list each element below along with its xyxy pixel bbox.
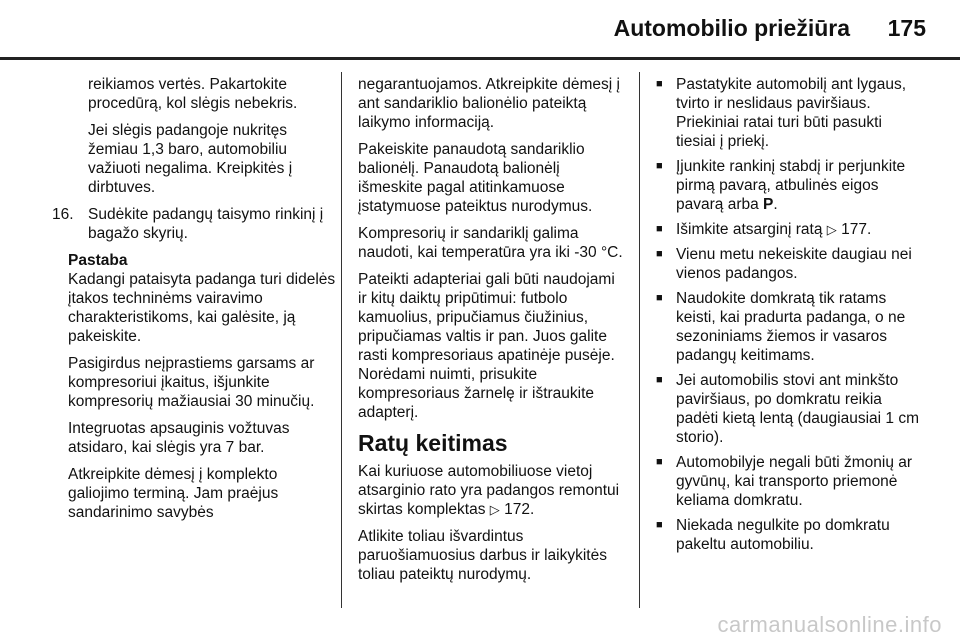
- header-rule: [0, 57, 960, 60]
- paragraph: [358, 462, 626, 519]
- paragraph: Atlikite toliau išvardintus paruošiamuosius darbus ir laikykitės toliau pateiktų nurodymų.: [358, 528, 607, 583]
- column-divider-2: [639, 72, 640, 608]
- page-header-title: Automobilio priežiūra: [613, 15, 850, 41]
- bullet-item: [656, 157, 922, 214]
- bullet-square-icon: ■: [656, 78, 663, 90]
- bullet-text-end: .: [773, 196, 778, 213]
- bullet-item: [656, 516, 922, 554]
- page-ref[interactable]: 177.: [841, 221, 872, 238]
- note-paragraph: Kadangi pataisyta padanga turi didelės įtakos techninėms vairavimo charakteristikoms, kai galėsite, ją pakeiskite.: [68, 271, 336, 345]
- bullet-text: Jei automobilis stovi ant minkšto paviršiaus, po domkratu reikia padėti kietą lentą (daugiausiai 1 cm storio).: [676, 372, 919, 446]
- page-ref-arrow-icon: ▷: [826, 222, 837, 237]
- step-text: Sudėkite padangų taisymo rinkinį į bagažo skyrių.: [88, 206, 324, 242]
- step-number: 16.: [52, 206, 74, 223]
- paragraph: Jei slėgis padangoje nukritęs žemiau 1,3 baro, automobiliu važiuoti negalima. Kreipkitės į dirbtuves.: [88, 122, 293, 196]
- paragraph: negarantuojamos. Atkreipkite dėmesį į ant sandariklio balionėlio pateiktą laikymo informaciją.: [358, 76, 620, 131]
- page-ref-arrow-icon: ▷: [489, 502, 500, 517]
- paragraph: reikiamos vertės. Pakartokite procedūrą, kol slėgis nebekris.: [88, 76, 298, 112]
- bullet-text-wrap: [676, 220, 871, 239]
- paragraph: Pateikti adapteriai gali būti naudojami ir kitų daiktų pripūtimui: futbolo kamuolius, pripučiamus čiužinius, pripučiamas valtis ir pan. Juos galite rasti kompresoriaus apatinėje pusėje. Norėdami nuimti, prisukite kompresoriaus žarnelę ir ištraukite adapterį.: [358, 271, 615, 421]
- bullet-item: [656, 371, 922, 447]
- bullet-square-icon: ■: [656, 223, 663, 235]
- bullet-square-icon: ■: [656, 248, 663, 260]
- bullet-item: [656, 245, 922, 283]
- bullet-item: [656, 220, 922, 239]
- bullet-text-wrap: [676, 157, 922, 214]
- bullet-item: [656, 453, 922, 510]
- gear-p-label: P: [763, 196, 774, 213]
- bullet-text: Pastatykite automobilį ant lygaus, tvirto ir neslidaus paviršiaus. Priekiniai ratai turi būti pasukti tiesiai į priekį.: [676, 76, 907, 150]
- step-16: [52, 205, 336, 243]
- bullet-square-icon: ■: [656, 292, 663, 304]
- bullet-item: [656, 75, 922, 151]
- paragraph: Pakeiskite panaudotą sandariklio balionėlį. Panaudotą balionėlį išmeskite pagal atitinkamuose įstatymuose pateiktus nurodymus.: [358, 141, 593, 215]
- note-paragraph: Pasigirdus neįprastiems garsams ar kompresoriui įkaitus, išjunkite kompresorių mažiausiai 30 minučių.: [68, 355, 315, 410]
- section-heading: Ratų keitimas: [358, 430, 508, 456]
- bullet-square-icon: ■: [656, 160, 663, 172]
- bullet-text: Naudokite domkratą tik ratams keisti, kai pradurta padanga, o ne sezoniniams žiemos ir vasaros padangų keitimams.: [676, 290, 906, 364]
- watermark: carmanualsonline.info: [717, 612, 942, 637]
- bullet-square-icon: ■: [656, 374, 663, 386]
- note-title: Pastaba: [68, 252, 128, 269]
- column-1: [52, 75, 336, 530]
- bullet-text: Įjunkite rankinį stabdį ir perjunkite pirmą pavarą, atbulinės eigos pavarą arba: [676, 158, 906, 213]
- paragraph: Kompresorių ir sandariklį galima naudoti, kai temperatūra yra iki -30 °C.: [358, 225, 623, 261]
- bullet-text: Vienu metu nekeiskite daugiau nei vienos padangos.: [676, 246, 912, 282]
- column-divider-1: [341, 72, 342, 608]
- bullet-text: Automobilyje negali būti žmonių ar gyvūnų, kai transporto priemonė keliama domkratu.: [676, 454, 913, 509]
- note-paragraph: Integruotas apsauginis vožtuvas atsidaro, kai slėgis yra 7 bar.: [68, 420, 290, 456]
- bullet-text: Niekada negulkite po domkratu pakeltu automobiliu.: [676, 517, 890, 553]
- paragraph-text: Kai kuriuose automobiliuose vietoj atsarginio rato yra padangos remontui skirtas komplektas: [358, 463, 620, 518]
- column-2: [358, 75, 626, 592]
- bullet-square-icon: ■: [656, 519, 663, 531]
- page-number: 175: [887, 15, 926, 41]
- column-3: [656, 75, 922, 560]
- bullet-text: Išimkite atsarginį ratą: [676, 221, 823, 238]
- page-ref[interactable]: 172.: [504, 501, 535, 518]
- note-paragraph: Atkreipkite dėmesį į komplekto galiojimo terminą. Jam praėjus sandarinimo savybės: [68, 466, 279, 521]
- bullet-item: [656, 289, 922, 365]
- bullet-square-icon: ■: [656, 456, 663, 468]
